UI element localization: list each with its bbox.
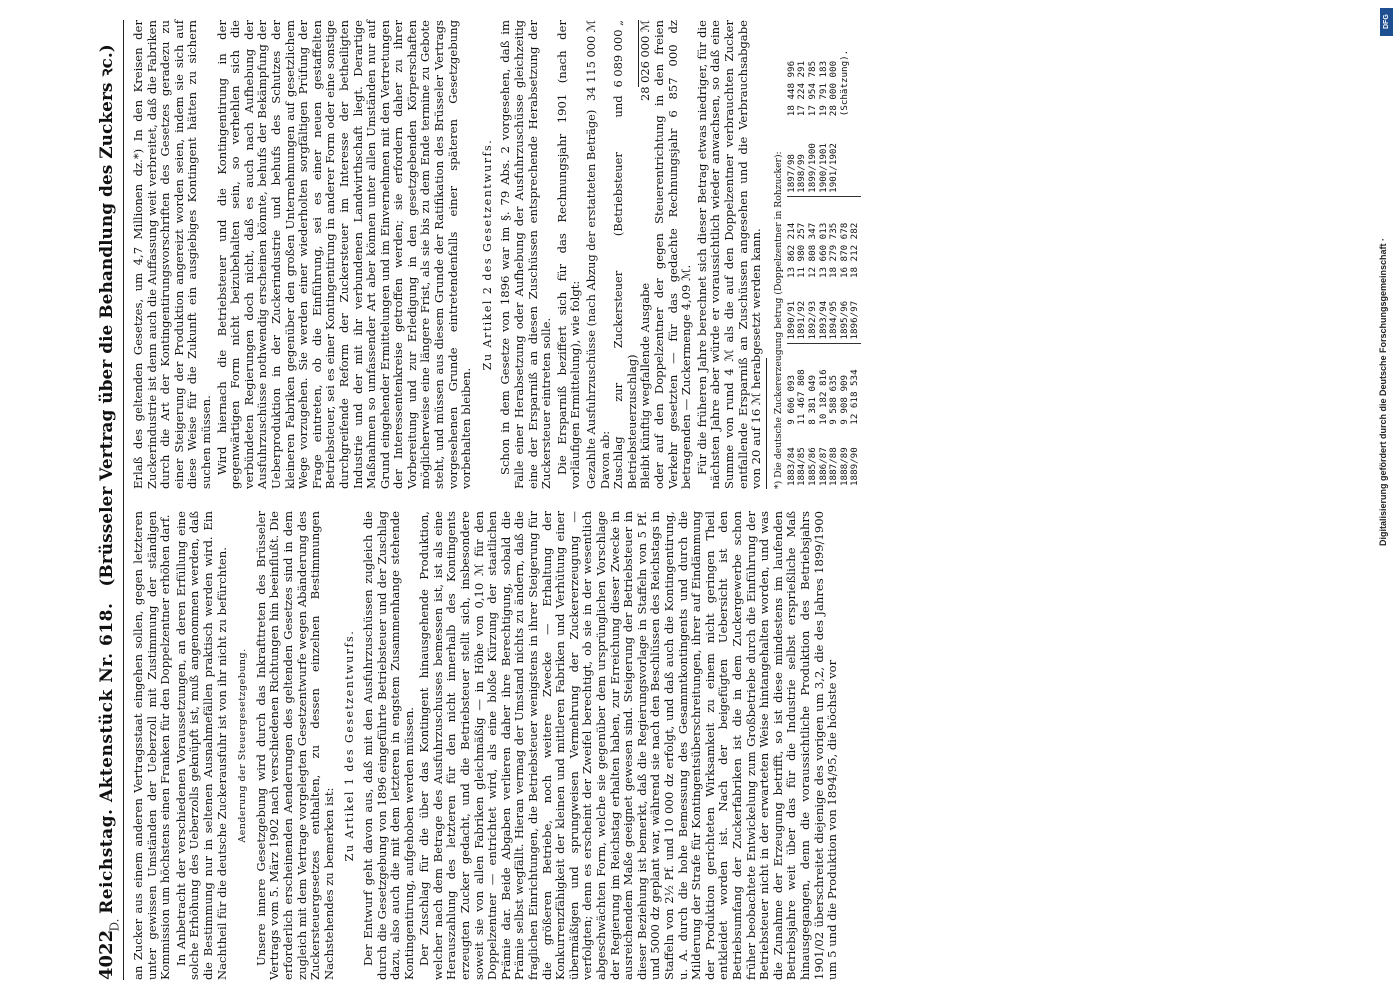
table-cell: 1890/91: [787, 281, 798, 343]
production-table: [787, 20, 861, 489]
margin-mark: D.: [107, 918, 122, 932]
table-cell: 12 618 534: [849, 369, 861, 425]
column-right: [132, 20, 861, 489]
table-cell: 1896/97: [850, 281, 861, 343]
sum-label: Gezahlte Ausfuhrzuschüsse (nach Abzug der erstatteten Beträge): [584, 109, 598, 489]
table-cell: 11 980 257: [796, 222, 808, 279]
table-cell: 8 381 049: [806, 374, 818, 425]
paragraph: Erlaß des geltenden Gesetzes, um 4,7 Millionen dz.*) In den Kreisen der Zuckerindustrie ist denn auch die Auffassung weit verbreitet, daß die Fabriken durch die Art der Kontingentirungsvorschriften des Gesetzes geradezu zu einer Steigerung der Produktion angereizt worden seien, indem sie sich auf diese Weise für die Zukunft ein ausgiebiges Kontingent hätten zu sichern suchen müssen.: [131, 20, 213, 489]
sum-label: Zuschlag zur Zuckersteuer (Betriebsteuer und Betriebsteuerzuschlag): [611, 95, 639, 489]
sum-row-remaining: [639, 20, 653, 489]
section-heading: Aenderung der Steuergesetzgebung.: [237, 648, 249, 843]
paragraph: an Zucker aus einem anderen Vertragsstaat eingehen sollen, gegen letzteren unter gewissen Umständen der Ueberzoll mit Zustimmung der ständigen Kommission um höchstens einen Franken für den Doppelzentner erhöhen darf.: [131, 511, 173, 980]
sum-amount: 6 089 000 „: [612, 20, 639, 88]
rotated-page-content: [90, 10, 1380, 990]
footnote-rule: [766, 358, 767, 489]
table-cell: 28 000 000: [828, 60, 840, 117]
table-cell: [840, 119, 851, 196]
table-cell: (Schätzung).: [838, 49, 850, 117]
paragraph: Der Entwurf geht davon aus, daß mit den Ausfuhrzuschüssen zugleich die durch die Gesetzgebung von 1896 eingeführte Betriebsteuer und der Zuschlag dazu, also auch die mit dem letzteren in engstem Zusammenhange stehende Kontingentirung, aufgehoben werden müssen.: [360, 511, 416, 980]
paragraph: Wird hiernach die Betriebsteuer und die Kontingentirung in der gegenwärtigen Form nicht beizubehalten sein, so verhehlen sich die verbündeten Regierungen doch nicht, daß es auch nach Aufhebung der Ausfuhrzuschüsse nothwendig erscheinen könnte, behufs der Bekämpfung der Ueberproduktion in der Zuckerindustrie und behufs des Schutzes der kleineren Fabriken gegenüber den großen Unternehmungen auf gesetzlichem Wege vorzugehen. Sie werden einer wiederholten sorgfältigen Prüfung der Frage eintreten, ob die Einführung, sei es einer neuen gestaffelten Betriebsteuer, sei es einer Kontingentirung in anderer Form oder eine sonstige durchgreifende Reform der Zuckersteuer im Interesse der betheiligten Industrie und der mit ihr verbundenen Landwirthschaft liegt. Derartige Maßnahmen so umfassender Art aber können unter allen Umständen nur auf Grund eingehender Ermittelungen und im Einvernehmen mit den Vertretungen der Interessentenkreise getroffen werden; sie erfordern daher zu ihrer Vorbereitung und zur Erledigung in den gesetzgebenden Körperschaften möglicherweise eine längere Frist, als sie bis zu dem Ende termine zu Gebote steht, und müssen aus diesem Grunde der Ratifikation des Brüsseler Vertrags vorgesehenen Grunde eintretendenfalls einer späteren Gesetzgebung vorbehalten bleiben.: [214, 20, 474, 489]
digitization-credit: Digitalisierung gefördert durch die Deutsche Forschungsgemeinschaft ·: [1378, 237, 1388, 546]
section-heading: Zu Artikel 1 des Gesetzentwurfs.: [343, 629, 357, 862]
table-cell: 1883/84: [785, 447, 797, 486]
sum-row-davon: [599, 20, 613, 489]
table-row: [808, 20, 819, 489]
table-cell: 1898/99: [797, 119, 808, 196]
table-cell: 17 224 291: [796, 60, 808, 117]
text-columns: [132, 20, 861, 980]
footnote: *) Die deutsche Zuckererzeugung betrug (Doppelzentner in Rohzucker):: [772, 151, 784, 489]
table-cell: 1901/1902: [829, 119, 840, 196]
table-cell: 11 467 808: [796, 369, 808, 425]
paragraph: Unsere innere Gesetzgebung wird durch das Inkrafttreten des Brüsseler Vertrags vom 5. März 1902 nach verschiedenen Richtungen hin beeinflußt. Die erforderlich erscheinenden Aenderungen des geltenden Gesetzes sind in dem zugleich mit dem Vertrage vorgelegten Gesetzentwurfe wegen Abänderung des Zuckersteuergesetzes enthalten, zu dessen einzelnen Bestimmungen Nachstehendes zu bemerken ist:: [253, 511, 336, 980]
table-cell: 1892/93: [808, 281, 819, 343]
page-number: 4022: [96, 929, 117, 980]
sum-amount: 34 115 000 ℳ: [584, 20, 598, 102]
paragraph: Der Zuschlag für die über das Kontingent hinausgehende Produktion, welcher nach dem Betrage des Ausfuhrzuschusses bemessen ist, ist als eine Herauszahlung des letzteren für den nicht innerhalb des Kontingents erzeugten Zucker gedacht, und die Betriebsteuer stellt sich, insbesondere soweit sie von allen Fabriken gleichmäßig — in Höhe von 0,10 ℳ für den Doppelzentner — entrichtet wird, als eine bloße Kürzung der staatlichen Prämie dar. Beide Abgaben verlieren daher ihre Berechtigung, sobald die Prämie selbst wegfällt. Hieran vermag der Umstand nichts zu ändern, daß die fraglichen Einrichtungen, die Betriebsteuer wenigstens in ihrer Steigerung für die größeren Betriebe, noch weitere Zwecke — Erhaltung der Konkurrenzfähigkeit der kleinen und mittleren Fabriken und Verhütung einer übermäßigen und sprungweisen Vermehrung der Zuckererzeugung — verfolgten; denn es erscheint der Zweifel berechtigt, ob sie in der wesentlich abgeschwächten Form, welche sie gegenüber dem ursprünglichen Vorschlage der Regierung im Reichstag erhalten haben, zur Erreichung dieser Zwecke in ausreichendem Maße geeignet gewesen sind. Steigerung der Betriebsteuer in dieser Beziehung ist bemerkt, daß die Regierungsvorlage in Staffeln von 5 Pf. und 5000 dz geplant war, während sie nach den Beschlüssen des Reichstags in Staffeln von 2½ Pf. und 10 000 dz erfolgt, und daß auch die Kontingentirung, u. A. durch die hohe Bemessung des Gesammtkontingents und durch die Milderung der Strafe für Kontingentsüberschreitungen, ihrer auf Eindämmung der Produktion gerichteten Wirksamkeit zu einem nicht geringen Theil entkleidet worden ist. Nach der beigefügten Uebersicht ist den Betriebsumfang der Zuckerfabriken ist die in dem Zuckergewerbe schon früher beobachtete Entwickelung zum Großbetriebe durch die Einführung der Betriebsteuer nicht in der erwarteten Weise hintangehalten worden, und was die Zunahme der Erzeugung betrifft, so ist diese mindestens im laufenden Betriebsjahre weit über das für die Industrie selbst ersprießliche Maß hinausgegangen, denn die voraussichtliche Produktion des Betriebsjahrs 1901/02 überschreitet diejenige des vorigen um 3,2, die des Jahres 1899/1900 um 5 und die Produktion von 1894/95, die höchste vor: [417, 511, 840, 980]
table-cell: 1900/1901: [819, 119, 830, 196]
sum-label: Davon ab:: [597, 430, 612, 489]
table-cell: 19 791 183: [817, 60, 829, 117]
table-cell: 1889/90: [849, 447, 861, 486]
paragraph: Schon in dem Gesetze von 1896 war im §. 79 Abs. 2 vorgesehen, daß im Falle einer Herabsetzung oder Aufhebung der Ausfuhrzuschüsse gleichzeitig eine der Ersparniß an diesen Zuschüssen entsprechende Herabsetzung der Zuckersteuer eintreten solle.: [498, 20, 554, 489]
table-cell: 1899/1900: [808, 119, 819, 196]
table-cell: 9 588 635: [828, 374, 840, 425]
dfg-logo-icon: DFG: [1380, 8, 1393, 36]
table-cell: 1884/85: [796, 447, 808, 486]
page-subtitle: (Brüsseler Vertrag über die Behandlung des Zuckers ꝛc.): [97, 44, 117, 587]
table-cell: 17 954 785: [806, 60, 818, 117]
table-row: [850, 20, 861, 489]
table-cell: 1893/94: [819, 281, 830, 343]
table-cell: 18 212 282: [849, 222, 861, 279]
page-title: Reichstag. Aktenstück Nr. 618.: [97, 602, 117, 914]
sum-row-surcharge: [612, 20, 639, 489]
paragraph: In Anbetracht der verschiedenen Voraussetzungen, an deren Erfüllung eine solche Erhöhung des Ueberzolls geknüpft ist, muß angenommen werden, daß die Bestimmung nur in seltenen Ausnahmefällen praktisch werden wird. Ein Nachtheil für die deutsche Zuckerausfuhr ist von ihr nicht zu befürchten.: [173, 511, 229, 980]
table-cell: 1891/92: [797, 281, 808, 343]
table-cell: 13 862 214: [785, 222, 797, 279]
table-cell: 1885/86: [806, 447, 818, 486]
table-cell: 1886/87: [817, 447, 829, 486]
paragraph: Für die früheren Jahre berechnet sich dieser Betrag etwas niedriger, für die nächsten Jahre aber würde er voraussichtlich wieder anwachsen, so daß eine Summe von rund 4 ℳ als die auf den Doppelzentner verbrauchten Zucker entfallende Ersparniß an Zuschüssen angesehen und die Verbrauchsabgabe von 20 auf 16 ℳ herabgesetzt werden kann.: [694, 20, 764, 489]
table-cell: 13 660 013: [817, 222, 829, 279]
table-cell: 9 606 093: [785, 374, 797, 425]
table-cell: 16 870 678: [838, 222, 850, 279]
table-cell: 18 279 735: [828, 222, 840, 279]
sum-row-export-subsidies: [585, 20, 599, 489]
table-cell: 12 808 347: [806, 222, 818, 279]
table-cell: 1897/98: [787, 119, 798, 196]
paragraph: oder auf den Doppelzentner der gegen Steuerentrichtung in den freien Verkehr gesetzten — für das gedachte Rechnungsjahr 6 857 000 dz betragenden — Zuckermenge 4,09 ℳ.: [651, 20, 694, 489]
table-cell: [850, 20, 861, 119]
sum-label: Bleibt künftig wegfallende Ausgabe: [638, 282, 653, 489]
table-cell: 1887/88: [828, 447, 840, 486]
table-cell: 18 448 996: [785, 60, 797, 117]
table-cell: 9 908 909: [838, 374, 850, 425]
table-cell: 10 182 816: [817, 369, 829, 425]
table-cell: 1894/95: [829, 281, 840, 343]
paragraph: Die Ersparniß beziffert sich für das Rechnungsjahr 1901 (nach der vorläufigen Ermittelung), wie folgt:: [554, 20, 583, 489]
section-heading: Zu Artikel 2 des Gesetzentwurfs.: [480, 138, 494, 371]
sum-amount: 28 026 000 ℳ: [638, 20, 653, 102]
table-cell: 1888/89: [838, 447, 850, 486]
page-header: [90, 20, 124, 980]
column-left: [132, 511, 861, 980]
table-cell: 1895/96: [840, 281, 851, 343]
table-cell: [850, 119, 861, 196]
